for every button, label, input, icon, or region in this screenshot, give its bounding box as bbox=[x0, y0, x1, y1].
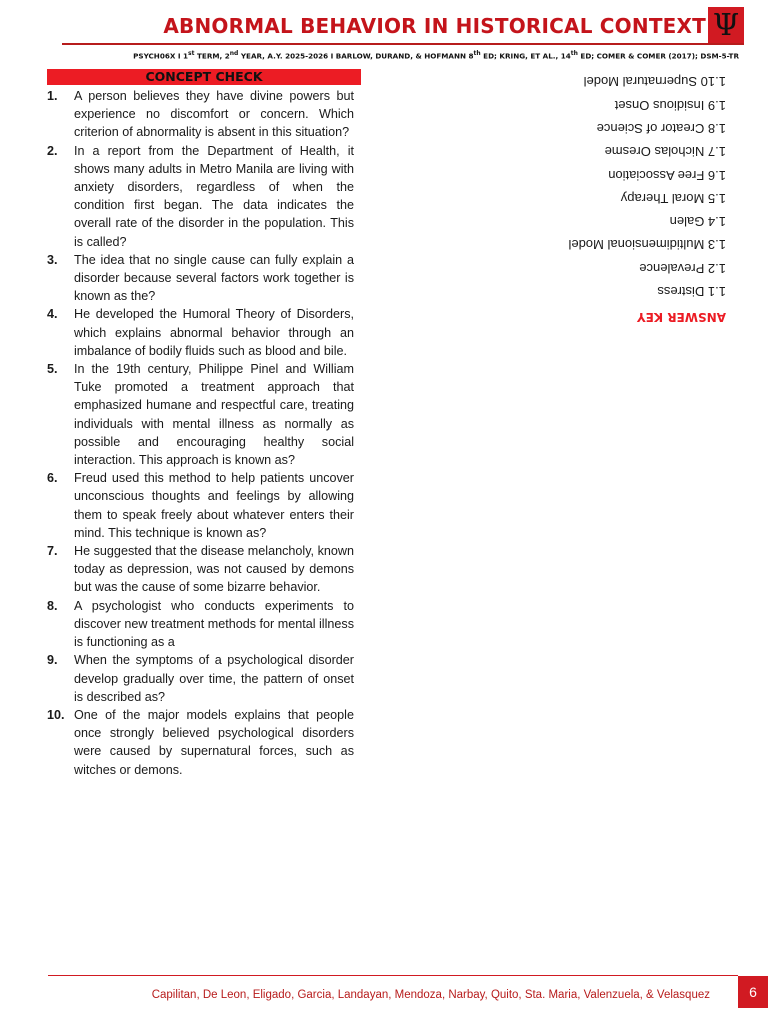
answer-item: 1.4 Galen bbox=[669, 214, 726, 230]
question-item bbox=[47, 305, 354, 360]
footer-divider bbox=[48, 975, 738, 976]
document-title: ABNORMAL BEHAVIOR IN HISTORICAL CONTEXT bbox=[163, 14, 706, 38]
answer-item: 1.9 Insidious Onset bbox=[614, 97, 726, 113]
question-text: He developed the Humoral Theory of Disorders, which explains abnormal behavior through an imbalance of bodily fluids such as blood and bile. bbox=[74, 307, 354, 358]
question-number: 7. bbox=[47, 544, 58, 559]
course-reference-line bbox=[0, 50, 739, 60]
question-item bbox=[47, 87, 354, 142]
question-text: In the 19th century, Philippe Pinel and William Tuke promoted a treatment approach that emphasized humane and respectful care, treating individuals with mental illness as normally as possible and encouraging healthy social interaction. This approach is known as? bbox=[74, 362, 354, 468]
question-item bbox=[47, 542, 354, 597]
answer-item: 1.8 Creator of Science bbox=[596, 120, 726, 136]
answer-item: 1.7 Nicholas Oresme bbox=[604, 144, 726, 160]
question-number: 3. bbox=[47, 252, 58, 267]
question-number: 8. bbox=[47, 598, 58, 613]
sub-part: TERM, 2 bbox=[194, 51, 230, 61]
question-text: A psychologist who conducts experiments to discover new treatment methods for mental illness is functioning as a bbox=[74, 598, 354, 650]
question-number: 1. bbox=[47, 89, 58, 103]
answer-item: 1.5 Moral Therapy bbox=[620, 190, 726, 206]
question-text: The idea that no single cause can fully explain a disorder because several factors work together is known as the? bbox=[74, 252, 354, 304]
page-number: 6 bbox=[738, 976, 768, 1008]
answer-key-heading: ANSWER KEY bbox=[636, 309, 726, 324]
sub-sup: st bbox=[188, 50, 195, 57]
answer-key-upside-down bbox=[486, 70, 726, 325]
sub-sup: th bbox=[570, 50, 578, 57]
sub-part: ED; KRING, ET AL., 14 bbox=[480, 51, 571, 61]
answer-item: 1.10 Supernatural Model bbox=[583, 74, 726, 90]
question-item bbox=[47, 706, 354, 779]
question-item bbox=[47, 597, 354, 652]
answer-item: 1.2 Prevalence bbox=[639, 260, 726, 276]
question-item bbox=[47, 469, 354, 542]
question-number: 6. bbox=[47, 471, 58, 486]
question-item bbox=[47, 142, 354, 251]
question-item bbox=[47, 251, 354, 306]
question-number: 5. bbox=[47, 362, 58, 377]
question-text: One of the major models explains that people once strongly believed psychological disorders were caused by supernatural forces, such as witches or demons. bbox=[74, 707, 354, 777]
question-number: 2. bbox=[47, 143, 58, 158]
question-list bbox=[47, 87, 354, 779]
question-item bbox=[47, 360, 354, 469]
answer-item: 1.3 Multidimensional Model bbox=[568, 237, 726, 253]
question-text: In a report from the Department of Health, it shows many adults in Metro Manila are living with anxiety disorders, regardless of when the condition first began. The data indicates the overall rate of the disorder in the population. This is called? bbox=[74, 143, 354, 249]
sub-part: YEAR, A.Y. 2025-2026 I BARLOW, DURAND, & HOFMANN 8 bbox=[238, 51, 474, 61]
question-item bbox=[47, 651, 354, 706]
question-text: Freud used this method to help patients uncover unconscious thoughts and feelings by allowing them to speak freely about whatever enters their mind. This technique is known as? bbox=[74, 471, 354, 540]
answer-item: 1.6 Free Association bbox=[608, 167, 726, 183]
header-divider bbox=[62, 43, 744, 45]
sub-sup: th bbox=[473, 50, 481, 57]
question-text: A person believes they have divine powers but experience no discomfort or concern. Which criterion of abnormality is absent in this situation? bbox=[74, 89, 354, 140]
footer-authors: Capilitan, De Leon, Eligado, Garcia, Landayan, Mendoza, Narbay, Quito, Sta. Maria, Valenzuela, & Velasquez bbox=[151, 989, 710, 1001]
question-text: When the symptoms of a psychological disorder develop gradually over time, the pattern of onset is described as? bbox=[74, 653, 354, 704]
concept-check-heading: CONCEPT CHECK bbox=[47, 69, 361, 85]
question-number: 9. bbox=[47, 653, 58, 668]
sub-part: ED; COMER & COMER (2017); DSM-5-TR bbox=[577, 51, 739, 61]
question-text: He suggested that the disease melancholy, known today as depression, was not caused by demons but was the cause of some bizarre behavior. bbox=[74, 544, 354, 595]
sub-sup: nd bbox=[229, 50, 239, 57]
answer-item: 1.1 Distress bbox=[657, 283, 726, 299]
question-number: 10. bbox=[47, 707, 65, 722]
psi-logo-icon: Ψ bbox=[708, 7, 744, 45]
sub-part: PSYCH06X I 1 bbox=[133, 51, 189, 61]
question-number: 4. bbox=[47, 307, 58, 322]
